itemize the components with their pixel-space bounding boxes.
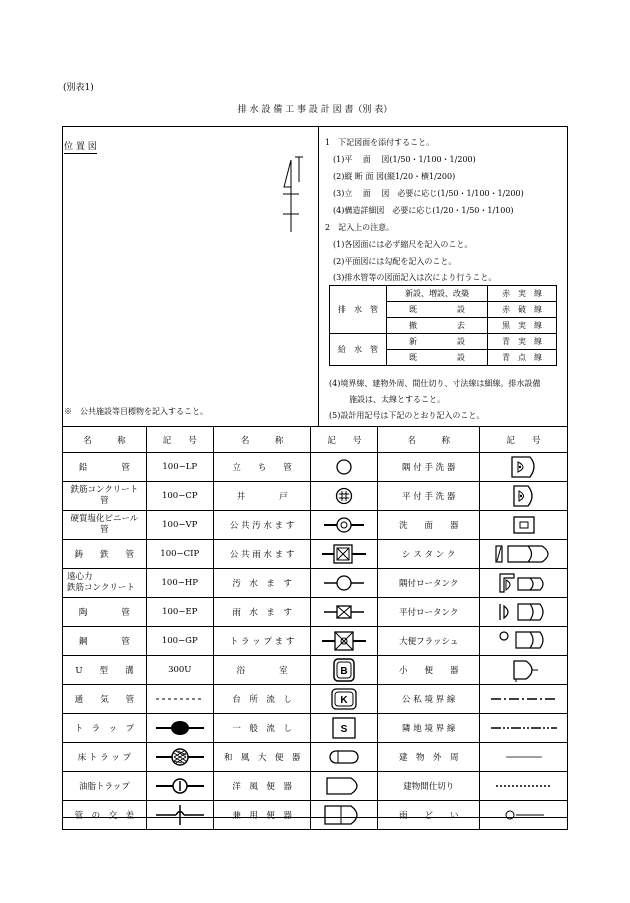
instruction-1d: (4)構造詳細図 必要に応じ(1/20・1/50・1/100)	[333, 206, 514, 215]
drain-pipe-label: 排 水 管	[330, 286, 387, 334]
legend-name: 建 物 外 周	[378, 743, 480, 772]
legend-name: ト ラ ッ プ ま す	[213, 627, 311, 656]
symbol-legend-table	[62, 426, 568, 830]
mini-row-value: 赤 実 線	[488, 286, 557, 302]
grease-trap-icon	[146, 772, 213, 801]
legend-symbol: 300U	[146, 656, 213, 685]
urinal-icon	[480, 656, 568, 685]
public-rainwater-basin-icon	[311, 540, 378, 569]
document-title: 排 水 設 備 工 事 設 計 図 書（別 表）	[237, 105, 393, 115]
legend-name: 鉛 管	[63, 453, 147, 482]
legend-name: ト ラ ッ プ	[63, 714, 147, 743]
bathroom-letter: B	[340, 666, 349, 677]
instruction-1b: (2)縦 断 面 図(縦1/20・横1/200)	[333, 172, 456, 181]
legend-name: 洋 風 便 器	[213, 772, 311, 801]
legend-name: 平 付 手 洗 器	[378, 482, 480, 511]
instruction-2: 2 記入上の注意。	[325, 223, 395, 232]
floor-trap-icon	[146, 743, 213, 772]
line-color-table	[329, 285, 557, 366]
legend-name: 大便フラッシュ	[378, 627, 480, 656]
legend-name: 雨 水 ま す	[213, 598, 311, 627]
rain-gutter-icon	[480, 801, 568, 830]
legend-name: 公 共 汚 水 ま す	[213, 511, 311, 540]
legend-name: 鉄筋コンクリート 管	[63, 482, 147, 511]
header-symbol: 記 号	[311, 427, 378, 453]
mini-row-key: 新設、増設、改築	[387, 286, 488, 302]
instruction-2b: (2)平面図には勾配を記入のこと。	[333, 257, 457, 266]
header-name: 名 称	[213, 427, 311, 453]
mini-row-value: 青 点 線	[488, 350, 557, 366]
legend-name: 建物間仕切り	[378, 772, 480, 801]
legend-name: 通 気 管	[63, 685, 147, 714]
header-name: 名 称	[378, 427, 480, 453]
legend-symbol: 100−CP	[146, 482, 213, 511]
legend-name: 和 風 大 便 器	[213, 743, 311, 772]
combined-toilet-icon	[311, 801, 378, 830]
instruction-2a: (1)各図面には必ず縮尺を記入のこと。	[333, 240, 473, 249]
legend-symbol: 100−LP	[146, 453, 213, 482]
flat-low-tank-icon	[480, 598, 568, 627]
legend-name: 隣 地 境 界 線	[378, 714, 480, 743]
general-sink-icon	[311, 714, 378, 743]
instruction-2c: (3)排水管等の図面記入は次により行うこと。	[333, 273, 497, 282]
header-name: 名 称	[63, 427, 147, 453]
legend-name: U 型 溝	[63, 656, 147, 685]
vent-pipe-line-icon	[146, 685, 213, 714]
legend-name: 遠心力 鉄筋コンクリート	[63, 569, 147, 598]
legend-name: 油脂トラップ	[63, 772, 147, 801]
header-symbol: 記 号	[146, 427, 213, 453]
mini-row-key: 新 設	[387, 334, 488, 350]
legend-name: 鋼 管	[63, 627, 147, 656]
instruction-1c: (3)立 面 図 必要に応じ(1/50・1/100・1/200)	[333, 189, 524, 198]
legend-symbol: 100−EP	[146, 598, 213, 627]
legend-name: シ ス タ ン ク	[378, 540, 480, 569]
western-toilet-icon	[311, 772, 378, 801]
instruction-2d: (4)境界線、建物外周、間仕切り、寸法線は細線。排水設備	[329, 379, 541, 388]
legend-name: 隅付ロータンク	[378, 569, 480, 598]
pipe-crossing-icon	[146, 801, 213, 830]
instruction-1: 1 下記図面を添付すること。	[325, 138, 435, 147]
public-private-boundary-line-icon	[480, 685, 568, 714]
legend-name: 公 共 雨 水 ま す	[213, 540, 311, 569]
public-sewage-basin-icon	[311, 511, 378, 540]
legend-name: 一 般 流 し	[213, 714, 311, 743]
sewage-basin-icon	[311, 569, 378, 598]
legend-name: 立 ち 管	[213, 453, 311, 482]
flat-hand-basin-icon	[480, 482, 568, 511]
cistern-icon	[480, 540, 568, 569]
rainwater-basin-icon	[311, 598, 378, 627]
legend-symbol: 100−VP	[146, 511, 213, 540]
location-note: ※ 公共施設等目標物を記入すること。	[64, 407, 208, 416]
kitchen-sink-icon	[311, 685, 378, 714]
location-map-heading: 位 置 図	[64, 142, 97, 152]
mini-row-key: 既 設	[387, 302, 488, 318]
mini-row-key: 既 設	[387, 350, 488, 366]
corner-low-tank-icon	[480, 569, 568, 598]
trap-basin-icon	[311, 627, 378, 656]
standpipe-symbol-icon	[311, 453, 378, 482]
legend-name: 管 の 交 差	[63, 801, 147, 830]
legend-name: 公 私 境 界 線	[378, 685, 480, 714]
legend-name: 洗 面 器	[378, 511, 480, 540]
washbasin-icon	[480, 511, 568, 540]
mini-row-key: 撤 去	[387, 318, 488, 334]
instruction-2e: (5)設計用記号は下記のとおり記入のこと。	[329, 411, 485, 420]
legend-name: 陶 管	[63, 598, 147, 627]
mini-row-value: 赤 破 線	[488, 302, 557, 318]
legend-name: 汚 水 ま す	[213, 569, 311, 598]
trap-symbol-icon	[146, 714, 213, 743]
legend-symbol: 100−GP	[146, 627, 213, 656]
header-symbol: 記 号	[480, 427, 568, 453]
legend-symbol: 100−CIP	[146, 540, 213, 569]
flush-toilet-icon	[480, 627, 568, 656]
legend-name: 小 便 器	[378, 656, 480, 685]
legend-name: 兼 用 便 器	[213, 801, 311, 830]
well-symbol-icon	[311, 482, 378, 511]
legend-name: 雨 ど い	[378, 801, 480, 830]
legend-name: 鋳 鉄 管	[63, 540, 147, 569]
legend-name: 平付ロータンク	[378, 598, 480, 627]
building-perimeter-line-icon	[480, 743, 568, 772]
legend-name: 井 戸	[213, 482, 311, 511]
legend-name: 台 所 流 し	[213, 685, 311, 714]
bathroom-icon	[311, 656, 378, 685]
sink-letter: S	[341, 724, 348, 735]
north-arrow-icon	[281, 154, 303, 234]
instruction-1a: (1)平 面 図(1/50・1/100・1/200)	[333, 155, 476, 164]
legend-name: 床 ト ラ ッ プ	[63, 743, 147, 772]
instruction-2d-cont: 施設は、太線とすること。	[349, 395, 445, 404]
legend-name: 硬質塩化ビニール 管	[63, 511, 147, 540]
japanese-toilet-icon	[311, 743, 378, 772]
document-label: (別表1)	[63, 83, 94, 93]
legend-symbol: 100−HP	[146, 569, 213, 598]
mini-row-value: 黒 実 線	[488, 318, 557, 334]
legend-name: 浴 室	[213, 656, 311, 685]
neighbor-boundary-line-icon	[480, 714, 568, 743]
water-pipe-label: 給 水 管	[330, 334, 387, 366]
legend-name: 隅 付 手 洗 器	[378, 453, 480, 482]
kitchen-letter: K	[340, 695, 349, 706]
mini-row-value: 青 実 線	[488, 334, 557, 350]
corner-hand-basin-icon	[480, 453, 568, 482]
partition-line-icon	[480, 772, 568, 801]
